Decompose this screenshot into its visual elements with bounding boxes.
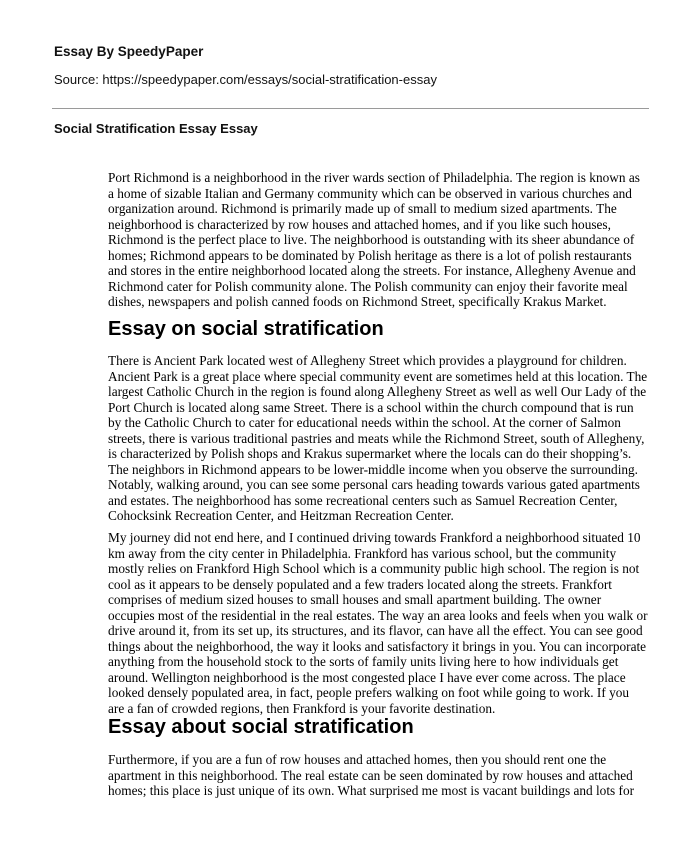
section-heading: Essay about social stratification — [108, 716, 414, 738]
body-paragraph: Furthermore, if you are a fun of row houses and attached homes, then you should rent one the apartment in this neighborhood. The real estate can be seen dominated by row houses and attached homes; this place is just unique of its own. What surprised me most is vacant buildings and lots for — [108, 752, 635, 798]
document-title: Social Stratification Essay Essay — [54, 121, 258, 136]
source-line: Source: https://speedypaper.com/essays/social-stratification-essay — [54, 72, 437, 87]
body-paragraph: There is Ancient Park located west of Allegheny Street which provides a playground for children. Ancient Park is a great place where special community event are sometimes held at this location. The largest Catholic Church in the region is found along Allegheny Street as well as well Our Lady of the Port Church is located along same Street. There is a school within the church compound that is run by the Catholic Church to cater for educational needs within the school. At the corner of Salmon streets, there is various traditional pastries and meats while the Richmond Street, south of Allegheny, is characterized by Polish shops and Krakus supermarket where the locals can do their shopping’s. The neighbors in Richmond appears to be lower-middle income when you observe the surrounding. Notably, walking around, you can see some personal cars heading towards various gated apartments and estates. The neighborhood has some recreational centers such as Samuel Recreation Center, Cohocksink Recreation Center, and Heitzman Recreation Center. — [108, 353, 648, 523]
section-heading: Essay on social stratification — [108, 318, 384, 340]
body-paragraph: My journey did not end here, and I continued driving towards Frankford a neighborhood situated 10 km away from the city center in Philadelphia. Frankford has various school, but the community mostly relies on Frankford High School which is a community public high school. The region is not cool as it appears to be densely populated and a few traders located along the streets. Frankfort comprises of medium sized houses to small houses and small apartment building. The owner occupies most of the residential in the real estates. The way an area looks and feels when you walk or drive around it, from its set up, its structures, and its flavor, can have all the effect. You can see good things about the neighborhood, the way it looks and satisfactory it brings in you. You can incorporate anything from the household stock to the sorts of family units living here to how individuals get around. Wellington neighborhood is the most congested place I have ever come across. The place looked densely populated area, in fact, people prefers walking on foot while going to work. If you are a fan of crowded regions, then Frankford is your favorite destination. — [108, 530, 648, 716]
header-divider — [52, 108, 649, 109]
site-header-title: Essay By SpeedyPaper — [54, 44, 204, 59]
body-paragraph: Port Richmond is a neighborhood in the river wards section of Philadelphia. The region is known as a home of sizable Italian and Germany community which can be observed in various churches and organization around. Richmond is primarily made up of small to medium sized apartments. The neighborhood is characterized by row houses and attached homes, and if you like such houses, Richmond is the perfect place to live. The neighborhood is outstanding with its sheer abundance of homes; Richmond appears to be dominated by Polish heritage as there is a lot of polish restaurants and stores in the entire neighborhood located along the streets. For instance, Allegheny Avenue and Richmond cater for Polish community alone. The Polish community can enjoy their favorite meal dishes, newspapers and polish canned foods on Richmond Street, specifically Krakus Market. — [108, 170, 640, 309]
